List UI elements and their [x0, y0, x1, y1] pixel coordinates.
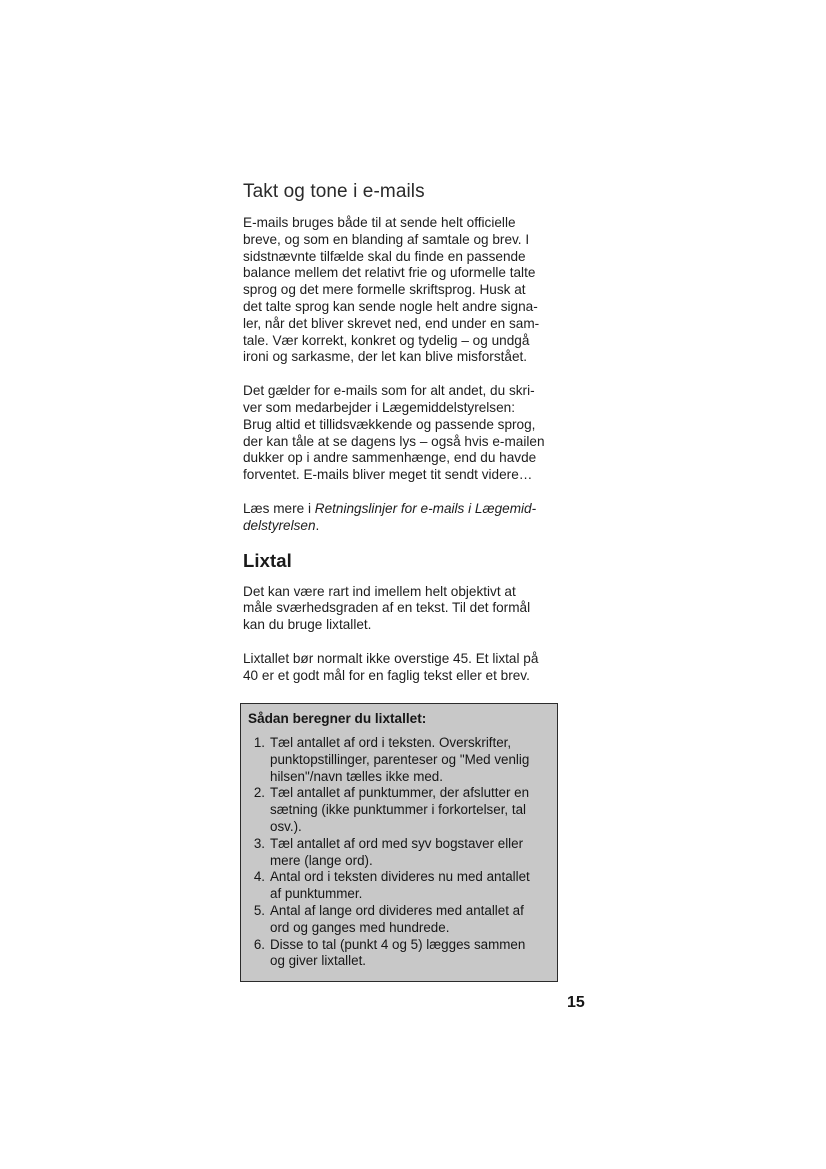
- paragraph-lixtal-target: Lixtallet bør normalt ikke overstige 45. Et lixtal på 40 er et godt mål for en faglig tekst eller et brev.: [243, 650, 539, 683]
- section-heading-lixtal: Lixtal: [243, 549, 292, 571]
- lix-box-title: Sådan beregner du lixtallet:: [248, 711, 427, 726]
- lix-step-number: 6.: [253, 936, 265, 952]
- page-content: [243, 176, 565, 685]
- lix-step: [248, 735, 549, 785]
- read-more-title: Retningslinjer for e-mails i Lægemid- delstyrelsen: [243, 500, 537, 533]
- page-number: 15: [567, 994, 585, 1011]
- lix-step: [248, 836, 549, 870]
- lix-step-text: Antal af lange ord divideres med antallet af ord og ganges med hundrede.: [270, 902, 524, 935]
- lix-step-text: Tæl antallet af ord i teksten. Overskrifter, punktopstillinger, parenteser og "Med venlig hilsen"/navn tælles ikke med.: [270, 735, 530, 784]
- lix-step-number: 3.: [253, 835, 265, 851]
- read-more-suffix: .: [315, 517, 320, 533]
- paragraph-email-intro: E-mails bruges både til at sende helt officielle breve, og som en blanding af samtale og brev. I sidstnævnte tilfælde skal du finde en passende balance mellem det relativt frie og uformelle talte sprog og det mere formelle skriftsprog. Husk at det talte sprog kan sende nogle helt andre signa- ler, når det bliver skrevet ned, end under en sam- tale. Vær korrekt, konkret og tydelig – og undgå ironi og sarkasme, der let kan blive misforstået.: [243, 215, 540, 365]
- lix-steps-list: [248, 735, 549, 970]
- lix-step-text: Antal ord i teksten divideres nu med antallet af punktummer.: [270, 869, 530, 902]
- lix-step-text: Tæl antallet af punktummer, der afslutter en sætning (ikke punktummer i forkortelser, tal osv.).: [270, 785, 530, 834]
- lix-step-text: Tæl antallet af ord med syv bogstaver eller mere (lange ord).: [270, 835, 524, 868]
- section-heading-takt-og-tone: Takt og tone i e-mails: [243, 181, 425, 202]
- lix-step-number: 5.: [253, 902, 265, 918]
- read-more-prefix: Læs mere i: [243, 500, 315, 516]
- paragraph-email-language: Det gælder for e-mails som for alt andet, du skri- ver som medarbejder i Lægemiddelstyrelsen: Brug altid et tillidsvækkende og passende sprog, der kan tåle at se dagens lys – også hvis e-mailen dukker op i andre sammenhænge, end du havde forventet. E-mails bliver meget tit sendt videre…: [243, 383, 545, 483]
- paragraph-lixtal-intro: Det kan være rart ind imellem helt objektivt at måle sværhedsgraden af en tekst. Til det formål kan du bruge lixtallet.: [243, 583, 531, 633]
- lix-step-number: 1.: [253, 735, 265, 750]
- lix-step: [248, 869, 549, 903]
- lix-step: [248, 785, 549, 835]
- lix-step: [248, 903, 549, 937]
- read-more-reference: [243, 501, 565, 535]
- lix-step: [248, 937, 549, 971]
- lix-step-number: 2.: [253, 785, 265, 801]
- lix-step-text: Disse to tal (punkt 4 og 5) lægges sammen og giver lixtallet.: [270, 936, 526, 969]
- lix-calculation-box: [240, 703, 558, 982]
- lix-step-number: 4.: [253, 869, 265, 885]
